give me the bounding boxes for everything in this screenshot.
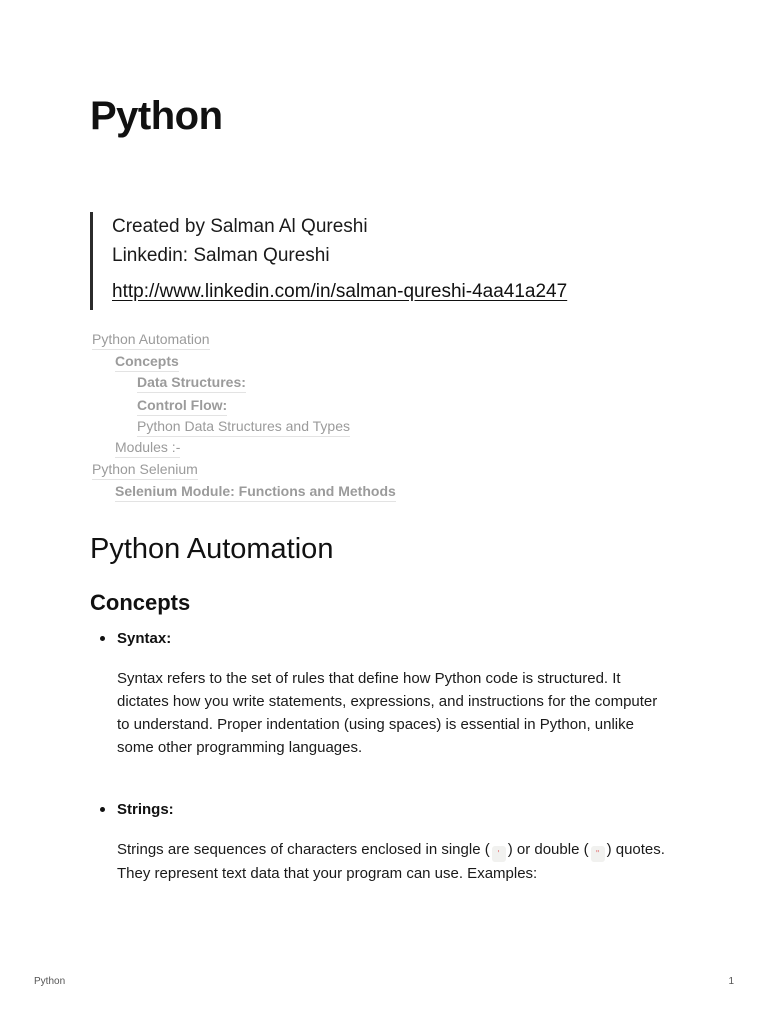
linkedin-label: Linkedin: Salman Qureshi [112, 245, 330, 266]
body-text: ) or double ( [507, 841, 589, 858]
author-credit: Created by Salman Al Qureshi [112, 216, 368, 237]
section-heading-python-automation: Python Automation [90, 533, 334, 565]
subsection-heading-concepts: Concepts [90, 590, 191, 615]
page-title: Python [90, 94, 223, 138]
linkedin-link[interactable]: http://www.linkedin.com/in/salman-qureshi-4aa41a247 [112, 281, 568, 302]
body-text: Strings are sequences of characters enclosed in single ( [117, 841, 490, 858]
author-quote-block [90, 212, 690, 310]
inline-code-double-quote: " [591, 846, 605, 862]
bullet-icon [100, 807, 105, 812]
bullet-icon [100, 636, 105, 641]
inline-code-single-quote: ' [492, 846, 506, 862]
bullet-body [117, 838, 672, 885]
page-number: 1 [728, 976, 734, 987]
toc-item-control-flow[interactable]: Control Flow: [137, 396, 227, 416]
toc-item-concepts[interactable]: Concepts [115, 352, 179, 372]
toc-item-python-selenium[interactable]: Python Selenium [92, 460, 198, 480]
bullet-label: Syntax: [117, 630, 172, 647]
body-text: ) quotes. They represent text data that your program can use. Examples: [117, 841, 665, 882]
bullet-body: Syntax refers to the set of rules that define how Python code is structured. It dictates how you write statements, expressions, and instructions for the computer to understand. Proper indentation (using spaces) is essential in Python, unlike some other programming languages. [117, 670, 658, 756]
toc-item-selenium-module[interactable]: Selenium Module: Functions and Methods [115, 482, 396, 502]
bullet-label: Strings: [117, 801, 174, 818]
toc-item-data-structures[interactable]: Data Structures: [137, 373, 246, 393]
toc-item-modules[interactable]: Modules :- [115, 438, 180, 458]
footer-title: Python [34, 976, 66, 987]
toc-item-python-automation[interactable]: Python Automation [92, 330, 210, 350]
toc-item-python-data-structures[interactable]: Python Data Structures and Types [137, 417, 350, 437]
